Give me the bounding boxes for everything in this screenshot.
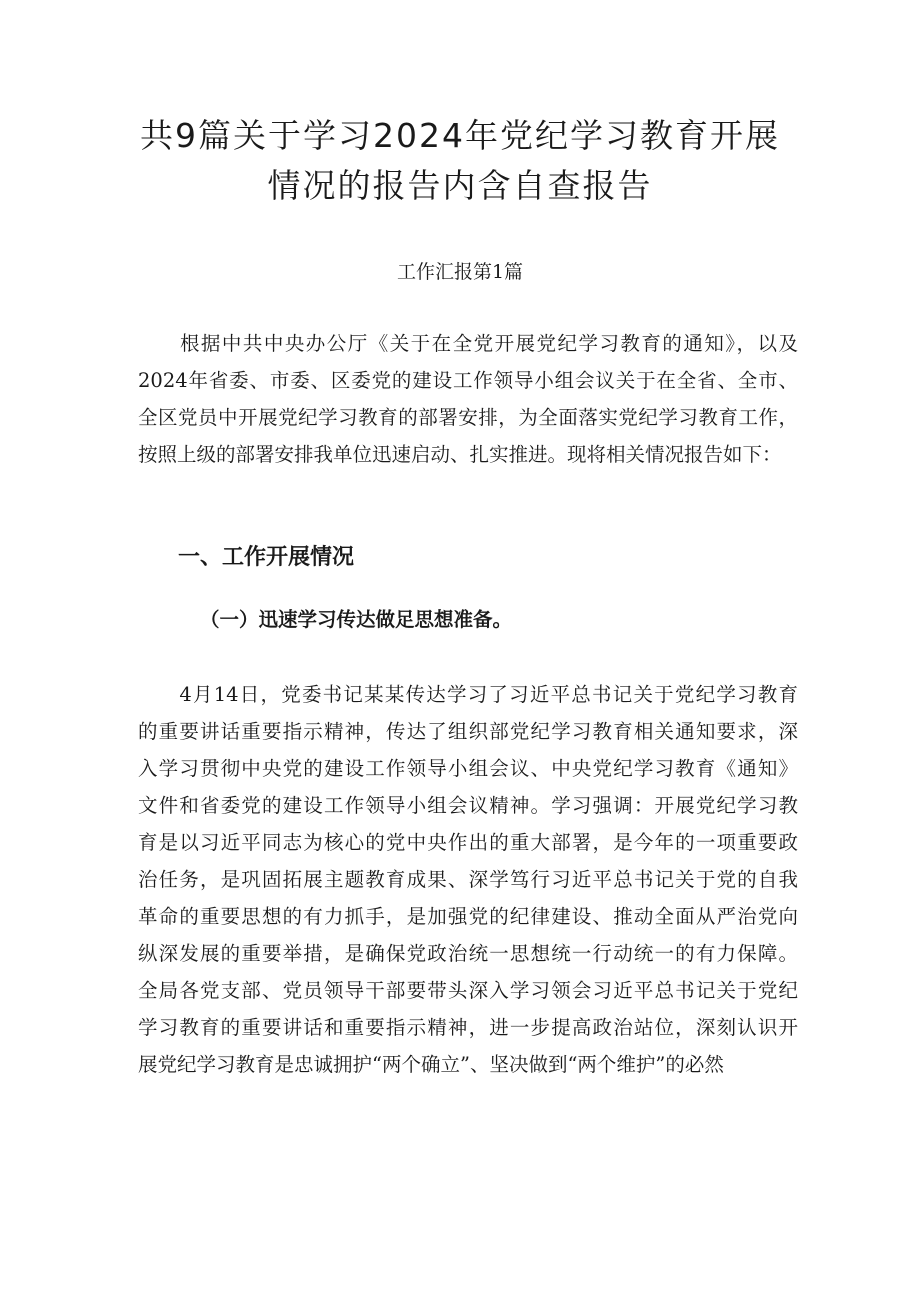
intro-line: 全区党员中开展党纪学习教育的部署安排，为全面落实党纪学习教育工作， [138,406,798,429]
body-line: 的重要讲话重要指示精神，传达了组织部党纪学习教育相关通知要求，深 [138,720,798,743]
body-line: 治任务，是巩固拓展主题教育成果、深学笃行习近平总书记关于党的自我 [138,868,798,891]
body-paragraph [138,676,798,1083]
body-line: 4月14日，党委书记某某传达学习了习近平总书记关于党纪学习教育 [138,683,798,706]
body-line: 展党纪学习教育是忠诚拥护“两个确立”、坚决做到“两个维护”的必然 [138,1053,724,1076]
document-subtitle: 工作汇报第1篇 [396,261,524,283]
body-line: 育是以习近平同志为核心的党中央作出的重大部署，是今年的一项重要政 [138,831,798,854]
body-line: 纵深发展的重要举措，是确保党政治统一思想统一行动统一的有力保障。 [138,942,798,965]
body-line: 文件和省委党的建设工作领导小组会议精神。学习强调：开展党纪学习教 [138,794,798,817]
intro-line: 根据中共中央办公厅《关于在全党开展党纪学习教育的通知》，以及 [138,332,798,355]
intro-line: 2024年省委、市委、区委党的建设工作领导小组会议关于在全省、全市、 [138,369,798,392]
section-heading: 一、工作开展情况 [178,545,355,570]
body-line: 革命的重要思想的有力抓手，是加强党的纪律建设、推动全面从严治党向 [138,905,798,928]
intro-line: 按照上级的部署安排我单位迅速启动、扎实推进。现将相关情况报告如下： [138,443,782,466]
subsection-heading: （一）迅速学习传达做足思想准备。 [200,608,513,631]
document-title-line-2: 情况的报告内含自查报告 [267,166,653,205]
body-line: 入学习贯彻中央党的建设工作领导小组会议、中央党纪学习教育《通知》 [138,757,798,780]
intro-paragraph [138,325,798,473]
document-title-line-1: 共9篇关于学习2024年党纪学习教育开展 [140,116,780,155]
body-line: 全局各党支部、党员领导干部要带头深入学习领会习近平总书记关于党纪 [138,979,798,1002]
body-line: 学习教育的重要讲话和重要指示精神，进一步提高政治站位，深刻认识开 [138,1016,798,1039]
